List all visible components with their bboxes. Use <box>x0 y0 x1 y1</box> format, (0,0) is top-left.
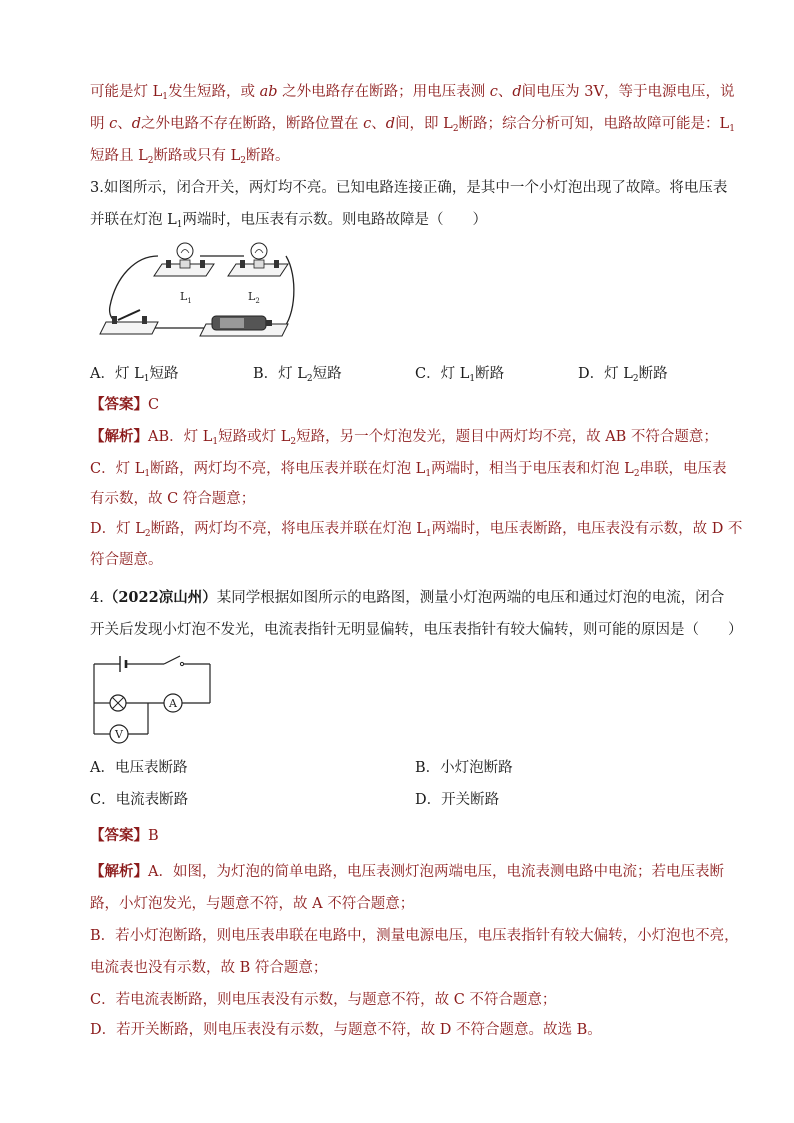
ammeter-symbol <box>164 694 182 712</box>
q4-option-d[interactable]: D．开关断路 <box>415 792 500 808</box>
q4-analysis-line-1 <box>90 862 724 882</box>
italic-var: d <box>385 116 396 132</box>
text-run: 断路，两灯均不亮，将电压表并联在灯泡 L <box>150 521 426 537</box>
text-run: 之外电路不存在断路，断路位置在 <box>141 116 364 132</box>
q3-option-b[interactable] <box>253 364 342 389</box>
subscript: 2 <box>633 469 640 479</box>
italic-var: c <box>363 116 372 132</box>
subscript: 2 <box>240 156 246 166</box>
q3-option-d[interactable] <box>578 364 668 389</box>
text-run: A．灯 L <box>90 366 144 382</box>
text-run: 断路 <box>475 366 505 382</box>
text-run: 可能是灯 L <box>90 84 163 100</box>
text-run: 两端时，相当于电压表和灯泡 L <box>431 461 634 477</box>
subscript: 1 <box>425 469 432 479</box>
italic-var: c <box>109 116 118 132</box>
q3-stem-line-2 <box>90 210 487 235</box>
q3-analysis-line-1 <box>90 427 718 452</box>
text-run: 断路 <box>638 366 668 382</box>
text-run: 发生短路，或 <box>167 84 260 100</box>
text-run: 两端时，电压表断路，电压表没有示数，故 D 不 <box>431 521 743 537</box>
text-run: AB．灯 L <box>148 429 213 445</box>
text-run: 短路 <box>149 366 179 382</box>
q4-analysis-line-2: 路，小灯泡发光，与题意不符，故 A 不符合题意； <box>90 896 415 912</box>
answer-tag: 【答案】 <box>90 827 148 844</box>
subscript: 1 <box>143 374 150 384</box>
text-run: 断路。 <box>245 148 290 164</box>
switch-base <box>100 322 158 334</box>
answer-tag: 【答案】 <box>90 396 148 413</box>
text-run: B．灯 L <box>253 366 307 382</box>
subscript: 2 <box>147 156 154 166</box>
analysis-tag: 【解析】 <box>90 428 148 445</box>
text-run: 并联在灯泡 L <box>90 212 177 228</box>
text-run: 间电压为 3V，等于电源电压，说 <box>521 84 735 100</box>
q3-analysis-line-4 <box>90 519 742 544</box>
text-run: 短路且 L <box>90 148 148 164</box>
q3-analysis-line-3: 有示数，故 C 符合题意； <box>90 491 256 507</box>
text-run: A．如图，为灯泡的简单电路，电压表测灯泡两端电压，电流表测电路中电流；若电压表断 <box>148 864 724 880</box>
subscript: 1 <box>212 437 219 447</box>
text-run: 之外电路存在断路；用电压表测 <box>277 84 490 100</box>
prev-analysis-line-3 <box>90 146 289 171</box>
text-run: 短路或灯 L <box>218 429 291 445</box>
label-l1: $L_1$ <box>180 290 192 305</box>
answer-value: B <box>148 828 159 844</box>
text-run: 串联，电压表 <box>639 461 727 477</box>
analysis-tag: 【解析】 <box>90 863 148 880</box>
text-run: 两端时，电压表有示数。则电路故障是（ ） <box>182 212 487 228</box>
lamp-symbol <box>110 695 126 711</box>
q4-analysis-line-3: B．若小灯泡断路，则电压表串联在电路中，测量电源电压，电压表指针有较大偏转，小灯泡也不亮， <box>90 928 739 944</box>
text-run: 、 <box>117 116 132 132</box>
subscript: 2 <box>144 529 151 539</box>
q4-stem-line-2: 开关后发现小灯泡不发光，电流表指针无明显偏转，电压表指针有较大偏转，则可能的原因是（ ） <box>90 622 743 638</box>
text-run: 间，即 L <box>395 116 453 132</box>
subscript: 1 <box>425 529 432 539</box>
label-l2: $L_2$ <box>248 290 260 305</box>
switch-blade <box>164 656 180 664</box>
text-run: 断路或只有 L <box>153 148 241 164</box>
text-run: 短路，另一个灯泡发光，题目中两灯均不亮，故 AB 不符合题意； <box>296 429 718 445</box>
italic-var: d <box>131 116 142 132</box>
voltmeter-label: V <box>115 728 123 741</box>
q4-option-b[interactable]: B．小灯泡断路 <box>415 760 513 776</box>
q4-circuit-schematic <box>90 652 214 748</box>
battery-cells <box>212 316 272 330</box>
switch-contact-dot <box>180 662 183 665</box>
question-source: （2022凉山州） <box>103 589 217 606</box>
answer-value: C <box>148 397 160 413</box>
q4-analysis-line-6: D．若开关断路，则电压表没有示数，与题意不符，故 D 不符合题意。故选 B。 <box>90 1022 602 1038</box>
question-number: 4. <box>90 590 104 606</box>
q3-answer <box>90 395 159 415</box>
q3-circuit-figure <box>96 236 302 346</box>
text-run: 断路；综合分析可知，电路故障可能是：L <box>458 116 730 132</box>
q4-stem-line-1 <box>90 588 724 608</box>
subscript: 2 <box>290 437 297 447</box>
subscript: 2 <box>306 374 313 384</box>
subscript: 1 <box>144 469 151 479</box>
subscript: 2 <box>452 124 459 134</box>
text-run: C．灯 L <box>415 366 470 382</box>
q4-answer <box>90 826 159 846</box>
q4-option-a[interactable]: A．电压表断路 <box>90 760 188 776</box>
prev-analysis-line-2 <box>90 114 735 139</box>
italic-var: c <box>489 84 498 100</box>
q3-analysis-line-2 <box>90 459 727 484</box>
text-run: D．灯 L <box>578 366 633 382</box>
text-run: 某同学根据如图所示的电路图，测量小灯泡两端的电压和通过灯泡的电流，闭合 <box>216 590 725 606</box>
voltmeter-symbol <box>110 725 128 743</box>
text-run: 断路，两灯均不亮，将电压表并联在灯泡 L <box>150 461 426 477</box>
text-run: 、 <box>497 84 513 100</box>
subscript: 1 <box>162 92 168 102</box>
q3-option-c[interactable] <box>415 364 504 389</box>
q3-stem-line-1: 3.如图所示，闭合开关，两灯均不亮。已知电路连接正确，是其中一个小灯泡出现了故障。将电压表 <box>90 180 728 196</box>
text-run: 、 <box>371 116 386 132</box>
subscript: 1 <box>469 374 476 384</box>
q3-analysis-line-5: 符合题意。 <box>90 552 163 568</box>
text-run: 明 <box>90 116 110 132</box>
prev-analysis-line-1 <box>90 82 734 107</box>
italic-var: d <box>512 84 522 100</box>
subscript: 2 <box>632 374 639 384</box>
q4-analysis-line-4: 电流表也没有示数，故 B 符合题意； <box>90 960 328 976</box>
ammeter-label: A <box>169 697 177 710</box>
q3-option-a[interactable] <box>90 364 178 389</box>
subscript: 1 <box>176 220 183 230</box>
text-run: C．灯 L <box>90 461 145 477</box>
subscript: 1 <box>729 124 735 134</box>
text-run: 短路 <box>312 366 342 382</box>
q4-analysis-line-5: C．若电流表断路，则电压表没有示数，与题意不符，故 C 不符合题意； <box>90 992 557 1008</box>
text-run: D．灯 L <box>90 521 145 537</box>
italic-var: ab <box>259 84 278 100</box>
q4-option-c[interactable]: C．电流表断路 <box>90 792 189 808</box>
